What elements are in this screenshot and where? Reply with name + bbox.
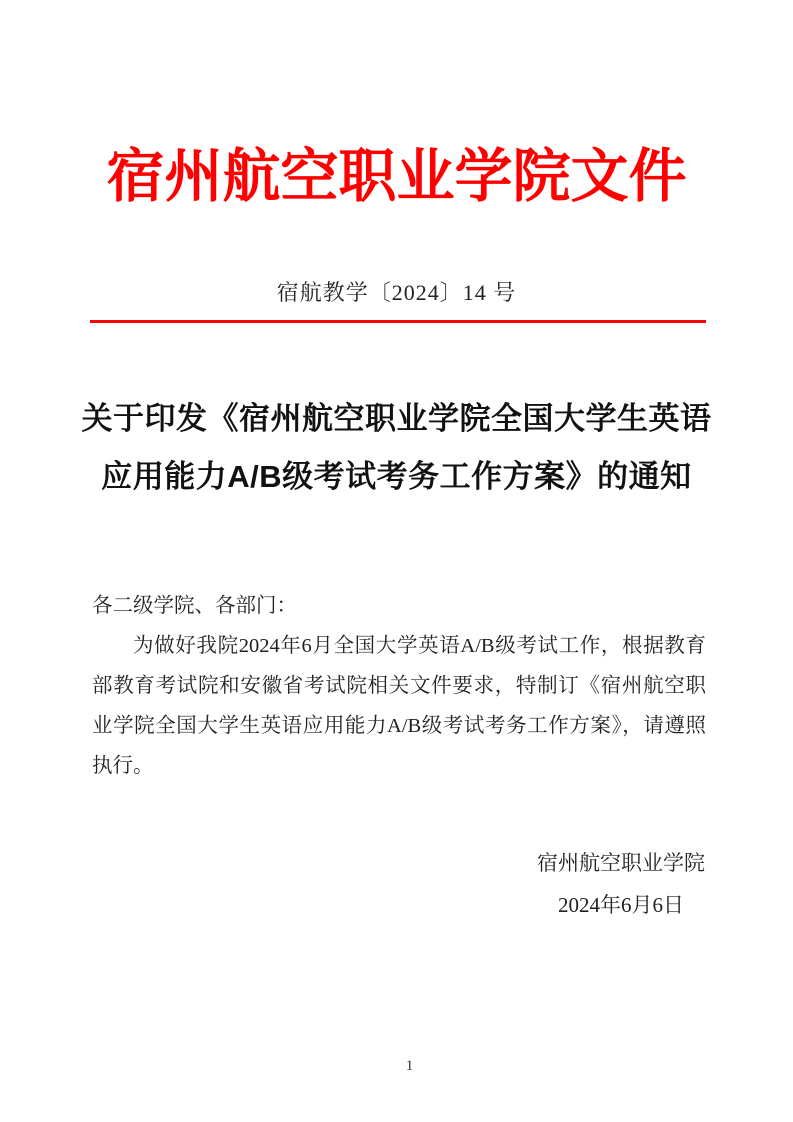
page-number: 1: [405, 1058, 414, 1074]
notice-title-line-2: 应用能力A/B级考试考务工作方案》的通知: [101, 459, 692, 494]
red-letterhead-title: 宿州航空职业学院文件: [106, 144, 687, 209]
notice-title: [0, 390, 793, 506]
document-body: [92, 586, 706, 786]
notice-title-line-1: 关于印发《宿州航空职业学院全国大学生英语: [81, 401, 712, 436]
signature-org-name: 宿州航空职业学院: [537, 851, 705, 875]
signature-block: [537, 842, 705, 926]
salutation: 各二级学院、各部门：: [92, 595, 297, 617]
red-divider-line: [90, 320, 706, 323]
document-reference-number: 宿航教学〔2024〕14 号: [276, 280, 517, 305]
signature-date: 2024年6月6日: [558, 893, 684, 917]
body-paragraph: 为做好我院2024年6月全国大学英语A/B级考试工作，根据教育部教育考试院和安徽省考试院相关文件要求，特制订《宿州航空职业学院全国大学生英语应用能力A/B级考试考务工作方案》，请遵照执行。: [92, 635, 706, 777]
